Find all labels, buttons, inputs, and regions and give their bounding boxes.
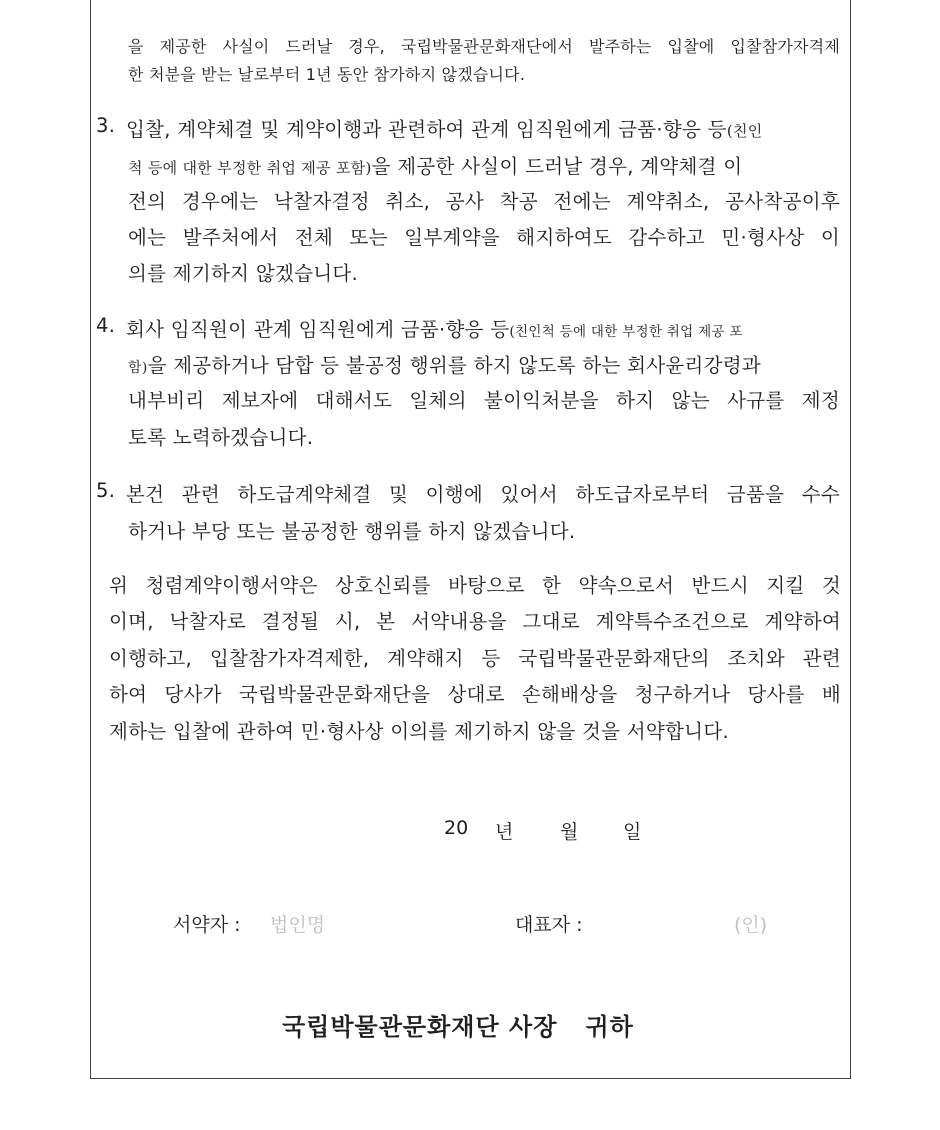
closing-line-4: 하여 당사가 국립박물관문화재단을 상대로 손해배상을 청구하거나 당사를 배: [109, 683, 841, 706]
clause-4-line-3: 내부비리 제보자에 대해서도 일체의 불이익처분을 하지 않는 사규를 제정: [128, 389, 840, 412]
clause-4-line-1-note: (친인척 등에 대한 부정한 취업 제공 포: [509, 324, 743, 340]
clause-4-line-2-note: 함): [128, 360, 148, 376]
clause-5-number: 5.: [96, 479, 116, 502]
clause-3-line-3: 전의 경우에는 낙찰자결정 취소, 공사 착공 전에는 계약취소, 공사착공이후: [128, 190, 840, 213]
clause-3-line-1-main: 입찰, 계약체결 및 계약이행과 관련하여 관계 임직원에게 금품·향응 등: [126, 118, 727, 141]
clause-2-line-1: 을 제공한 사실이 드러날 경우, 국립박물관문화재단에서 발주하는 입찰에 입찰참가자격제: [128, 37, 840, 56]
clause-3-line-1-note: (친인: [726, 122, 763, 140]
date-year-label: 년: [495, 821, 514, 843]
closing-line-2: 이며, 낙찰자로 결정될 시, 본 서약내용을 그대로 계약특수조건으로 계약하여: [109, 610, 841, 633]
representative-label: 대표자 :: [515, 914, 583, 936]
date-year-prefix: 20: [444, 817, 469, 839]
seal-label: (인): [734, 914, 768, 936]
pledger-label: 서약자 :: [173, 914, 241, 936]
clause-4-line-2: [128, 350, 761, 378]
date-day-label: 일: [623, 821, 642, 843]
date-month-label: 월: [560, 821, 579, 843]
closing-line-5: 제하는 입찰에 관하여 민·형사상 이의를 제기하지 않을 것을 서약합니다.: [109, 720, 729, 743]
clause-3-number: 3.: [96, 114, 116, 137]
clause-3-line-2: [128, 151, 742, 179]
clause-3-line-1: [126, 114, 842, 142]
closing-line-1: 위 청렴계약이행서약은 상호신뢰를 바탕으로 한 약속으로서 반드시 지킬 것: [109, 574, 841, 597]
clause-3-line-4: 에는 발주처에서 전체 또는 일부계약을 해지하여도 감수하고 민·형사상 이: [128, 226, 840, 249]
clause-2-line-2: 한 처분을 받는 날로부터 1년 동안 참가하지 않겠습니다.: [128, 65, 526, 84]
addressee-title: 국립박물관문화재단 사장 귀하: [282, 1013, 634, 1041]
clause-3-line-2-note: 척 등에 대한 부정한 취업 제공 포함): [128, 159, 372, 177]
clause-3-line-5: 의를 제기하지 않겠습니다.: [128, 262, 359, 285]
clause-5-line-1: 본건 관련 하도급계약체결 및 이행에 있어서 하도급자로부터 금품을 수수: [126, 483, 840, 506]
clause-4-line-1: [126, 314, 743, 342]
closing-line-3: 이행하고, 입찰참가자격제한, 계약해지 등 국립박물관문화재단의 조치와 관련: [109, 647, 841, 670]
clause-5-line-2: 하거나 부당 또는 불공정한 행위를 하지 않겠습니다.: [128, 520, 576, 543]
clause-3-line-2-main: 을 제공한 사실이 드러날 경우, 계약체결 이: [371, 155, 743, 178]
clause-4-line-4: 토록 노력하겠습니다.: [128, 426, 314, 449]
pledger-company-name-field[interactable]: 법인명: [270, 914, 326, 936]
clause-4-line-1-main: 회사 임직원이 관계 임직원에게 금품·향응 등: [126, 318, 510, 341]
clause-4-line-2-main: 을 제공하거나 담합 등 불공정 행위를 하지 않도록 하는 회사윤리강령과: [147, 354, 762, 377]
clause-4-number: 4.: [96, 314, 116, 337]
